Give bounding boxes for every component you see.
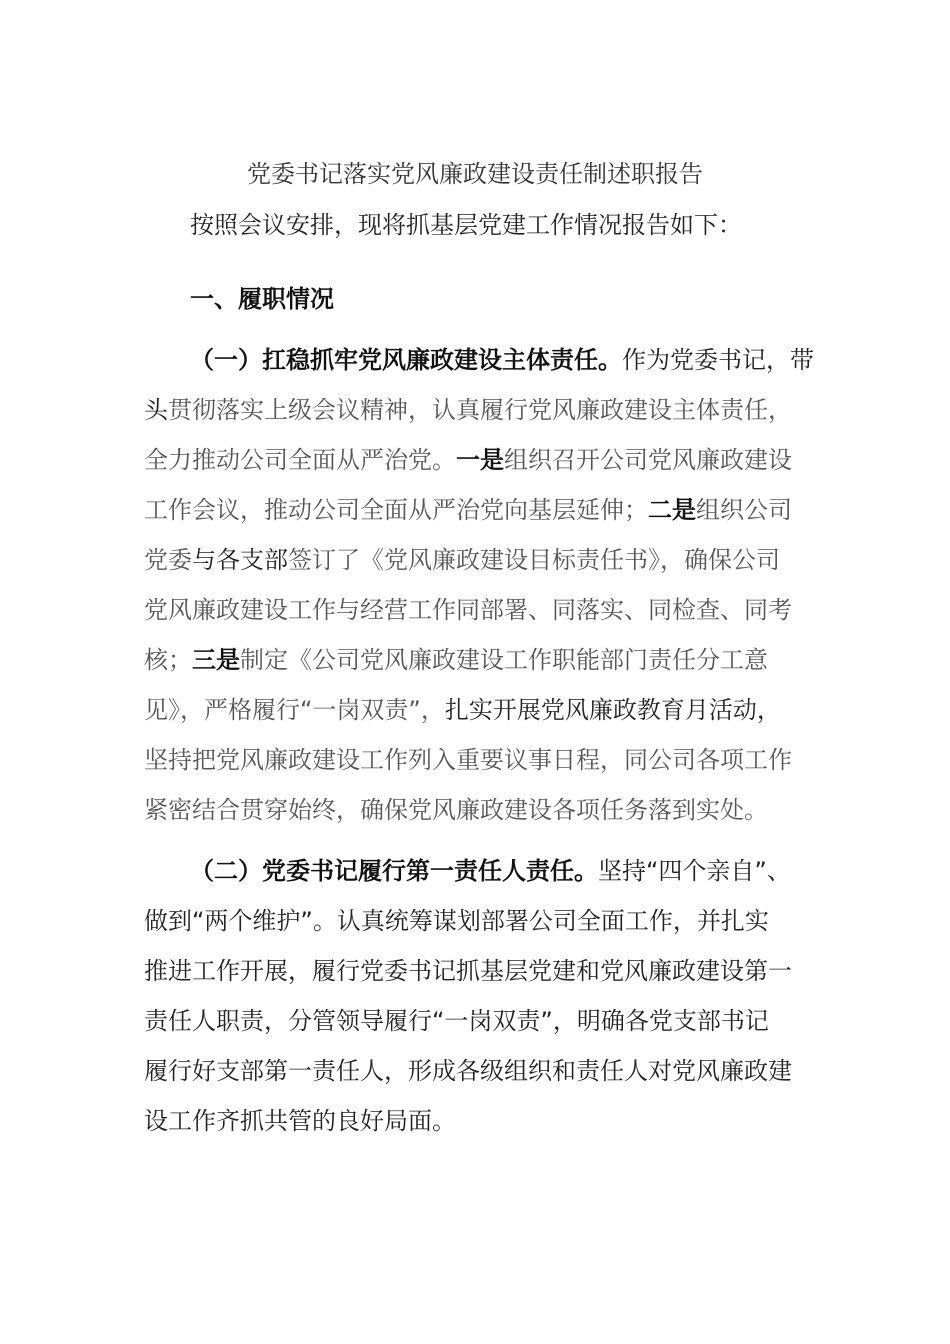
para1-text: 党委 — [144, 546, 192, 574]
para1-emphasis: 二是 — [648, 496, 696, 524]
para1-line-1 — [190, 342, 870, 378]
para1-line-3 — [144, 442, 824, 478]
para1-text: 全力推动公司全面从严治党。 — [144, 446, 456, 474]
intro-paragraph: 按照会议安排，现将抓基层党建工作情况报告如下： — [190, 211, 742, 239]
para1-line-5 — [144, 542, 824, 578]
para1-emphasis: 三是 — [192, 646, 240, 674]
para1-text: 工作会议，推动公司全面从严治党向基层延伸； — [144, 496, 648, 524]
para1-line-6: 党风廉政建设工作与经营工作同部署、同落实、同检查、同考 — [144, 596, 792, 624]
para1-text: 组织召开公司党风廉政建设 — [504, 446, 792, 474]
para1-text: 贯彻落实上级会议精神，认真履行党风廉政建设主体责任， — [168, 396, 792, 424]
para1-line-10: 紧密结合贯穿始终，确保党风廉政建设各项任务落到实处。 — [144, 796, 768, 824]
para1-text: 制定《公司党风廉政建设工作职能部门责任分工意 — [240, 646, 768, 674]
para1-text: 签订了《党风廉政建设目标责任书》，确保公司 — [288, 546, 780, 574]
para2-line-5: 履行好支部第一责任人，形成各级组织和责任人对党风廉政建 — [144, 1057, 792, 1085]
para1-text: 核； — [144, 646, 192, 674]
para1-line-8 — [144, 692, 824, 728]
para1-heading: （一）扛稳抓牢党风廉政建设主体责任。 — [190, 346, 622, 374]
para2-heading: （二）党委书记履行第一责任人责任。 — [190, 857, 598, 885]
para2-line-1 — [190, 853, 870, 889]
section-heading-text: 一、履职情况 — [190, 285, 334, 313]
para2-line-3: 推进工作开展，履行党委书记抓基层党建和党风廉政建设第一 — [144, 957, 792, 985]
para1-line-2 — [144, 392, 824, 428]
para1-text: 与各支部 — [192, 546, 288, 574]
para1-text: 作为党委书记，带 — [622, 346, 814, 374]
para1-text: 扎实开展党风廉政教育月活动， — [444, 696, 781, 724]
para1-line-7 — [144, 642, 824, 678]
section-heading — [190, 281, 870, 317]
para2-line-2: 做到“两个维护”。认真统筹谋划部署公司全面工作，并扎实 — [144, 907, 769, 935]
para1-text: 组织公司 — [696, 496, 792, 524]
para1-emphasis: 一是 — [456, 446, 504, 474]
para2-line-6: 设工作齐抓共管的良好局面。 — [144, 1107, 456, 1135]
para2-text: 坚持“四个亲自”、 — [598, 857, 791, 885]
para2-line-4: 责任人职责，分管领导履行“一岗双责”，明确各党支部书记 — [144, 1007, 769, 1035]
para1-text: 见》，严格履行“一岗双责”， — [144, 696, 445, 724]
para1-line-4 — [144, 492, 824, 528]
document-title: 党委书记落实党风廉政建设责任制述职报告 — [247, 160, 703, 188]
para1-line-9: 坚持把党风廉政建设工作列入重要议事日程，同公司各项工作 — [144, 746, 792, 774]
para1-text: 头 — [144, 396, 168, 424]
